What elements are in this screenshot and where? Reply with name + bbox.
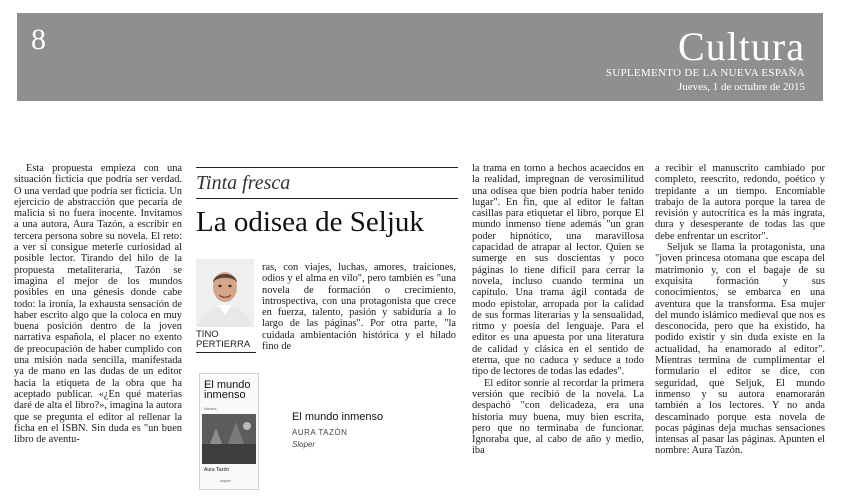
book-cover: [199, 373, 259, 490]
cover-image: [202, 414, 256, 464]
author-byline: [196, 330, 250, 350]
author-first-name: TINO: [196, 329, 219, 340]
column-4-paragraph-1: a recibir el manuscrito cambiado por completo, reescrito, redondo, poético y trepidante a un tiempo. Encomiable trabajo de la autora porque la tarea de revisión y autocrítica es la más ingrata, dura y desesperante de todas las que debe enfrentar un escritor".: [655, 163, 825, 242]
book-publisher: Sloper: [292, 440, 316, 449]
author-photo: [196, 259, 254, 327]
author-last-name: PERTIERRA: [196, 339, 251, 350]
article-headline: La odisea de Seljuk: [196, 206, 424, 238]
cover-subtitle: Novela: [204, 406, 217, 411]
cover-author: Aura Tazón: [204, 467, 230, 473]
kicker-bottom-rule: [196, 198, 458, 199]
article-column-4: [655, 163, 825, 457]
article-column-3: [472, 163, 644, 457]
article-column-2: ras, con viajes, luchas, amores, traiciones, odios y el alma en vilo", pero también es "una novela de formación o crecimiento, introspectiva, con una protagonista que crece en fuerza, talento, pasión y sabiduría a lo largo de las páginas". Por otra parte, "la cuidada ambientación histórica y el hilado fino de: [262, 262, 456, 353]
page-number: 8: [31, 23, 46, 56]
column-4-paragraph-2: Seljuk se llama la protagonista, una "joven princesa otomana que escapa del matrimonio y, con el bagaje de su exquisita formación y sus conocimientos, se embarca en una aventura que la transforma. Esa mujer del mundo islámico medieval que nos es desconocida, pero que ha existido, ha podido existir y sin duda existe en la actualidad, ha enamorado al editor". Mientras termina de cumplimentar el formulario el editor se dice, con seguridad, que Seljuk, El mundo inmenso y su autora enamorarán también a los lectores. Y no anda descaminado porque esta novela de pocas páginas deja muchas sensaciones intensas al pasar las páginas. Apunten el nombre: Aura Tazón.: [655, 242, 825, 457]
cover-publisher-logo: sloper: [220, 478, 231, 483]
page-header: [17, 13, 823, 101]
cover-title: El mundo inmenso: [204, 379, 251, 401]
byline-rule: [196, 352, 256, 353]
issue-date: Jueves, 1 de octubre de 2015: [677, 81, 805, 93]
supplement-name: SUPLEMENTO DE LA NUEVA ESPAÑA: [605, 67, 805, 79]
book-author: AURA TAZÓN: [292, 428, 348, 437]
column-kicker: Tinta fresca: [196, 172, 291, 194]
column-3-paragraph-1: la trama en torno a hechos acaecidos en la realidad, impregnan de verosimilitud una odisea que bien podría haber tenido lugar". En fin, que al editor le faltan casillas para etiquetar el libro, porque El mundo inmenso tiene además "un gran poder hipnótico, una maravillosa capacidad de atrapar al lector. Quien se sumerge en sus doscientas y poco páginas lo tiene difícil para cerrar la novela, incluso cuando termina un capítulo. Una trama ágil contada de modo epistolar, arropada por la calidad de sus formas literarias y la sensualidad, ritmo y poesía del lenguaje. Para el editor es una apuesta por una literatura de calidad y clásica en el sentido de eterna, que no caduca y seduce a todo tipo de lectores de todas las edades".: [472, 163, 644, 378]
kicker-top-rule: [196, 167, 458, 168]
book-title: El mundo inmenso: [292, 411, 384, 423]
column-3-paragraph-2: El editor sonríe al recordar la primera versión que recibió de la novela. La despachó "con delicadeza, era una historia muy buena, muy bien escrita, pero que no terminaba de funcionar. Ignoraba que, al cabo de año y medio, iba: [472, 377, 644, 457]
section-title: Cultura: [678, 24, 805, 69]
article-column-1: Esta propuesta empieza con una situación ficticia que podría ser verdad. O una verdad que podría ser ficticia. Un ejercicio de abstracción que pecaría de malicia si no fuera inocente. Invitamos a una autora, Aura Tazón, a escribir en tercera persona sobre su novela. El reto: a ver si consigue meterle curiosidad al posible lector. Tirando del hilo de la propuesta metaliteraria, Tazón se imagina el mejor de los mundos posibles en una génesis donde cabe todo: la ironía, la exhausta sensación de haber escrito algo que la coloca en muy buena posición dentro de la joven narrativa española, el placer no exento de preocupación de haber cumplido con una misión nada sencilla, manifestada ya de mano en las dudas de un editor hacia la etiqueta de la obra que ha aceptado publicar. «¿En qué materias daré de alta el libro?», imagina la autora que se pregunta el editor al rellenar la ficha en el ISBN. Sin duda es "un buen libro de aventu-: [14, 163, 182, 446]
